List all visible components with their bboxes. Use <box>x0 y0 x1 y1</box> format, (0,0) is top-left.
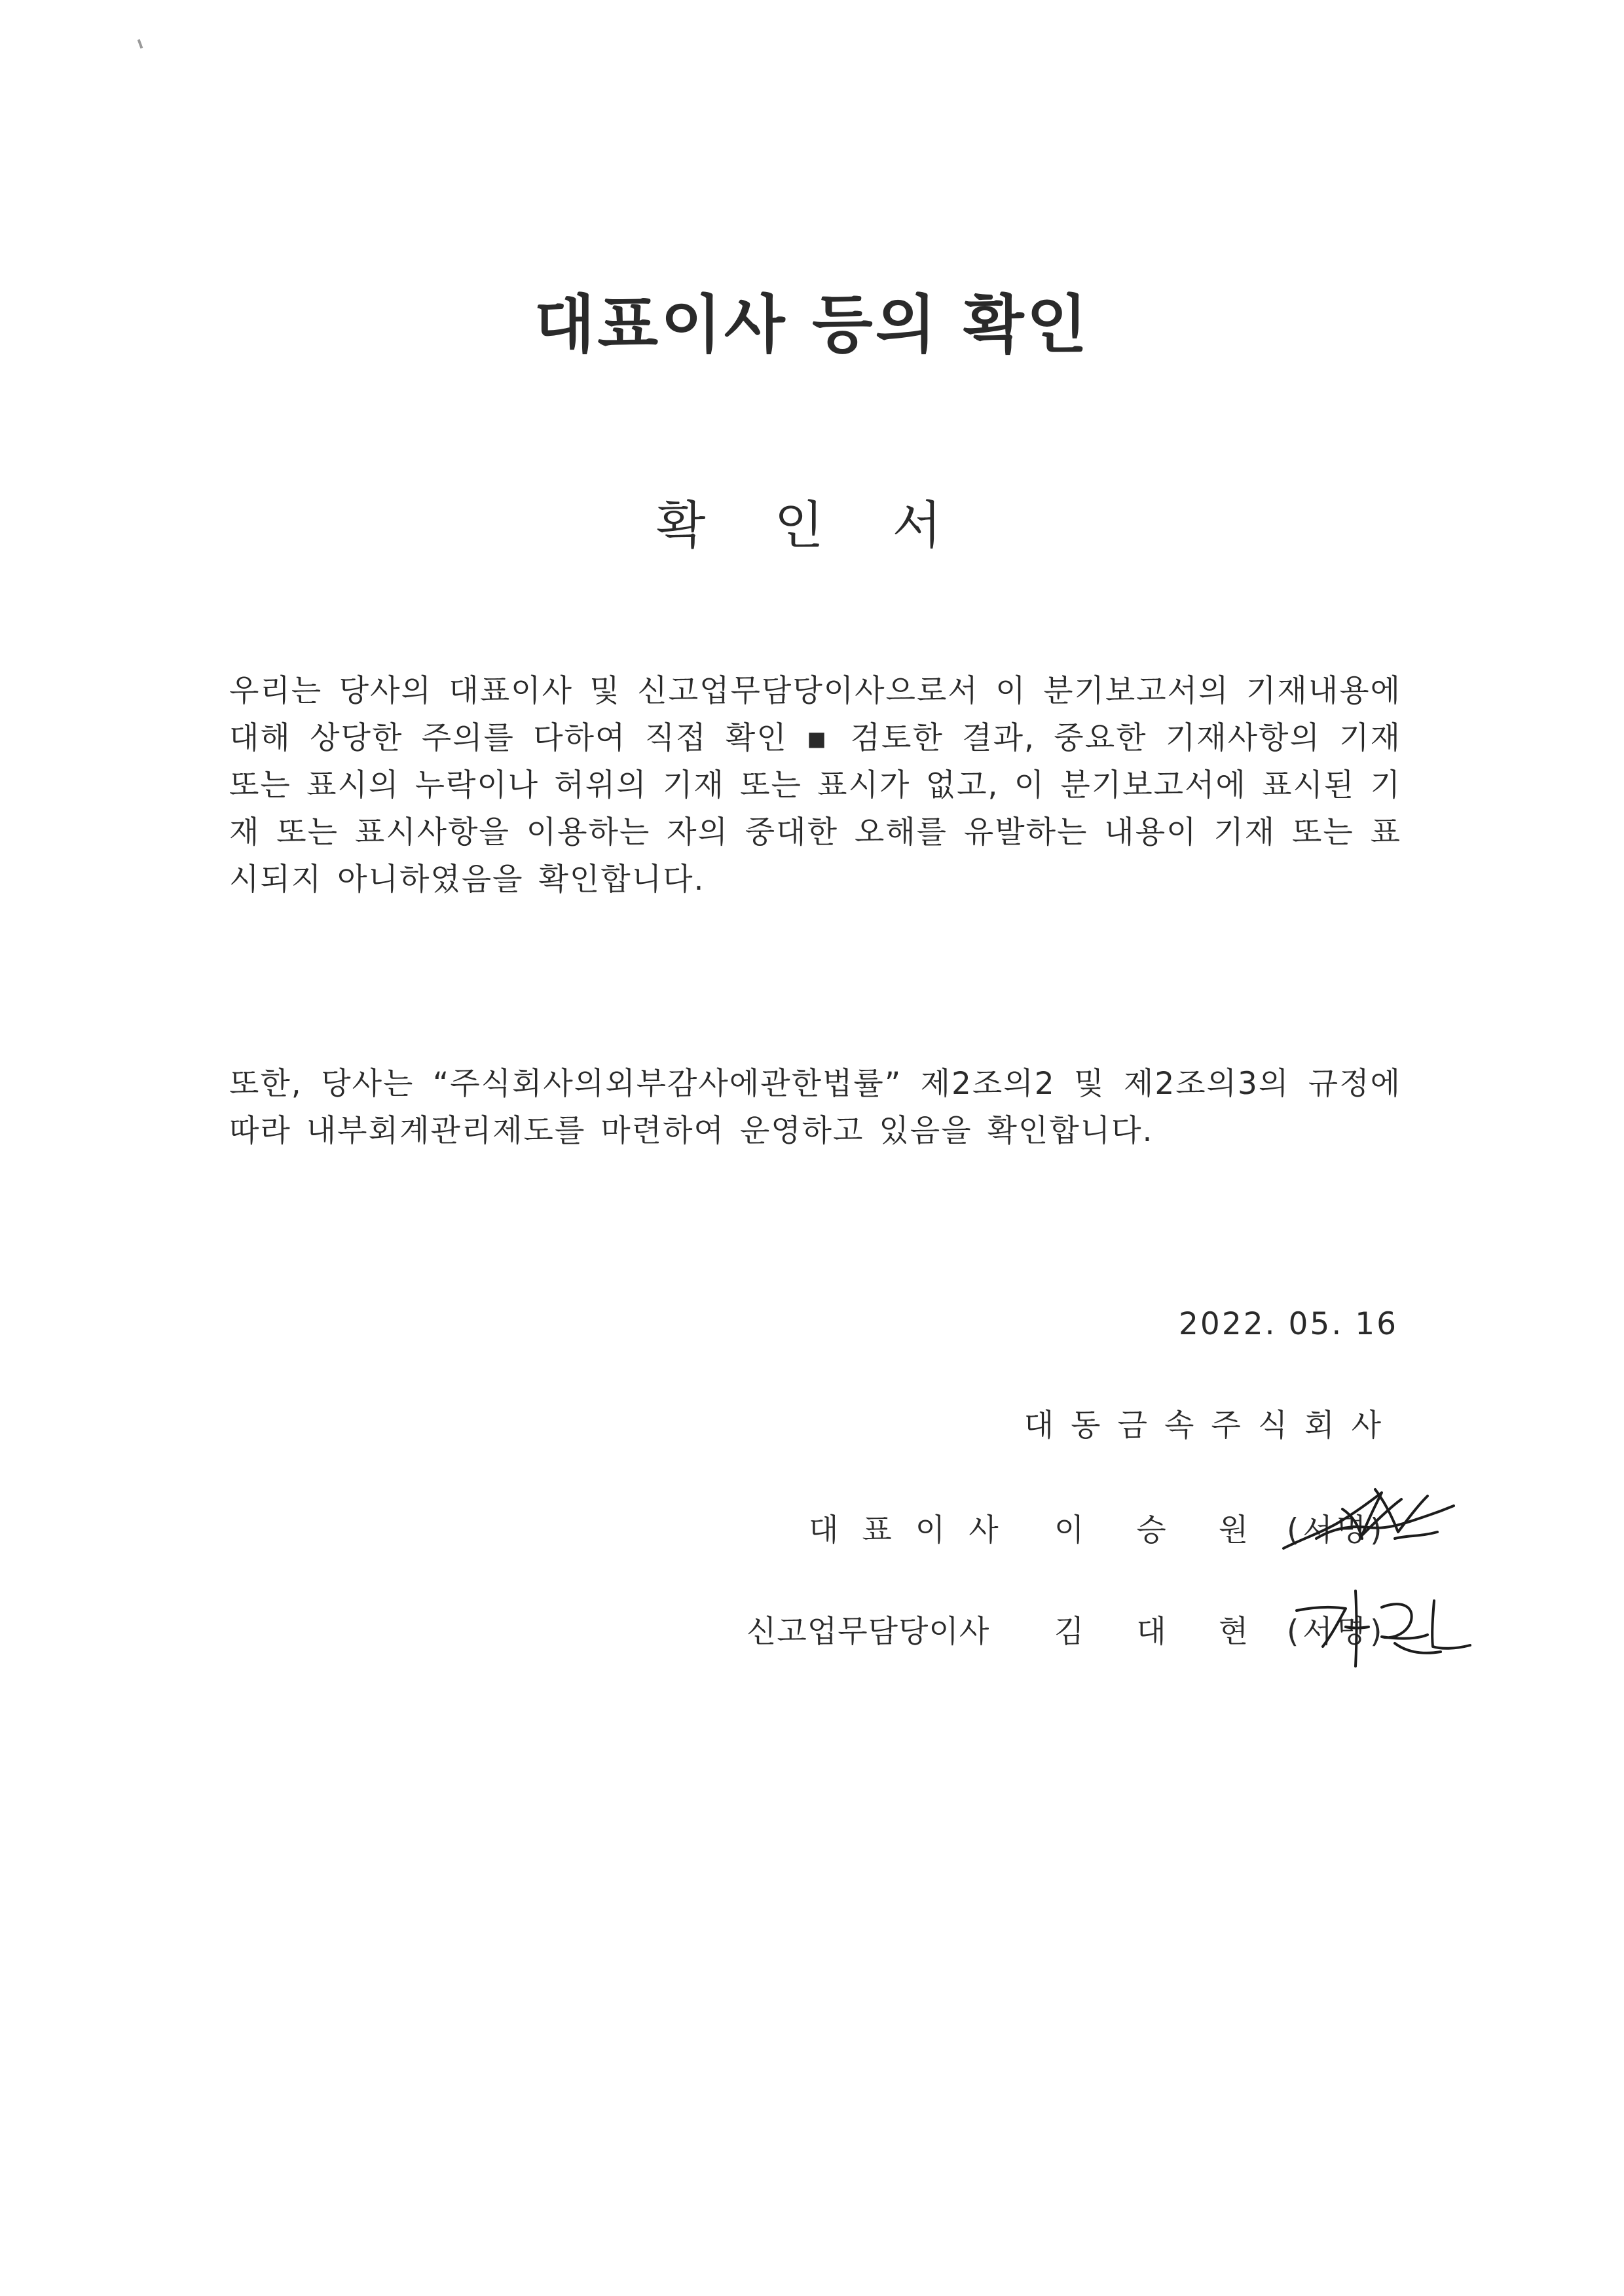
document-date: 2022. 05. 16 <box>1179 1306 1398 1342</box>
ceo-name: 이승원 <box>1054 1512 1301 1548</box>
document-subtitle: 확 인 서 <box>656 496 968 555</box>
page-title: 대표이사 등의 확인 <box>534 288 1090 361</box>
company-name: 대동금속주식회사 <box>1024 1408 1398 1444</box>
internal-control-paragraph: 또한, 당사는 “주식회사의외부감사에관한법률” 제2조의2 및 제2조의3의 규정에 따라 내부회계관리제도를 마련하여 운영하고 있음을 확인합니다. <box>229 1066 1401 1149</box>
ceo-seal-label: (서명) <box>1287 1512 1386 1548</box>
cfo-name: 김대현 <box>1054 1614 1301 1650</box>
cfo-role: 신고업무담당이사 <box>747 1614 990 1650</box>
scan-mark <box>138 39 143 49</box>
confirmation-paragraph: 우리는 당사의 대표이사 및 신고업무담당이사으로서 이 분기보고서의 기재내용에 대해 상당한 주의를 다하여 직접 확인 ▪ 검토한 결과, 중요한 기재사항의 기재 또는 표시의 누락이나 허위의 기재 또는 표시가 없고, 이 분기보고서에 표시된 기재 또는 표시사항을 이용하는 자의 중대한 오해를 유발하는 내용이 기재 또는 표시되지 아니하였음을 확인합니다. <box>229 673 1401 898</box>
cfo-seal-label: (서명) <box>1287 1614 1386 1650</box>
ceo-role: 대표이사 <box>809 1512 1022 1548</box>
